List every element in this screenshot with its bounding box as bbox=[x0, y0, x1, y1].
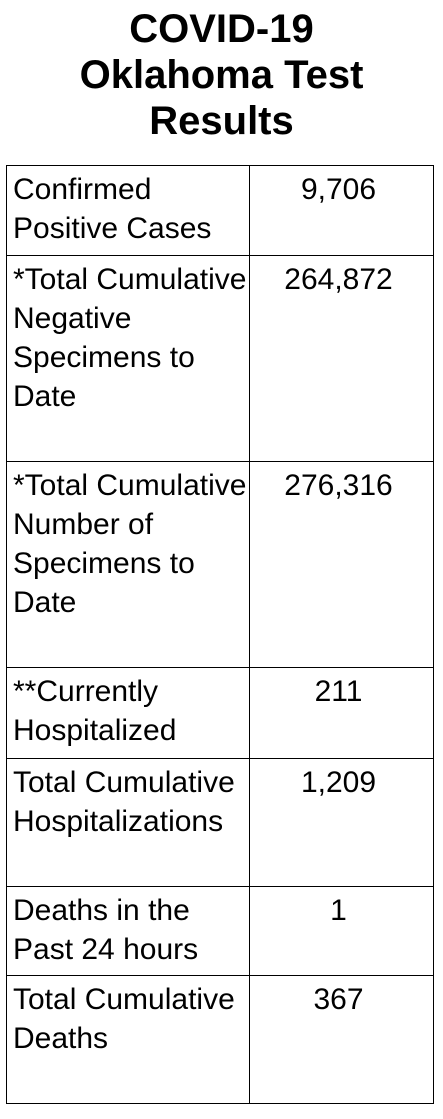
row-label: Confirmed Positive Cases bbox=[7, 166, 250, 256]
table-row-total-specimens bbox=[7, 462, 434, 668]
row-value: 9,706 bbox=[250, 166, 434, 256]
table-row-negative-specimens bbox=[7, 256, 434, 462]
row-value: 1 bbox=[250, 887, 434, 976]
table-row-deaths-24h bbox=[7, 887, 434, 976]
page-title bbox=[0, 0, 443, 155]
row-label: *Total Cumulative Number of Specimens to Date bbox=[7, 462, 250, 668]
title-line-3: Results bbox=[149, 99, 294, 143]
results-table bbox=[6, 165, 434, 1104]
row-label: Deaths in the Past 24 hours bbox=[7, 887, 250, 976]
row-label: Total Cumulative Hospitalizations bbox=[7, 759, 250, 887]
row-value: 367 bbox=[250, 976, 434, 1104]
row-value: 264,872 bbox=[250, 256, 434, 462]
row-label: *Total Cumulative Negative Specimens to Date bbox=[7, 256, 250, 462]
table-row-confirmed-positive bbox=[7, 166, 434, 256]
row-value: 276,316 bbox=[250, 462, 434, 668]
row-label: Total Cumulative Deaths bbox=[7, 976, 250, 1104]
table-row-total-deaths bbox=[7, 976, 434, 1104]
title-line-2: Oklahoma Test bbox=[79, 53, 364, 97]
table-row-currently-hospitalized bbox=[7, 668, 434, 759]
row-value: 211 bbox=[250, 668, 434, 759]
row-label: **Currently Hospitalized bbox=[7, 668, 250, 759]
title-line-1: COVID-19 bbox=[129, 7, 314, 51]
table-row-total-hospitalizations bbox=[7, 759, 434, 887]
row-value: 1,209 bbox=[250, 759, 434, 887]
